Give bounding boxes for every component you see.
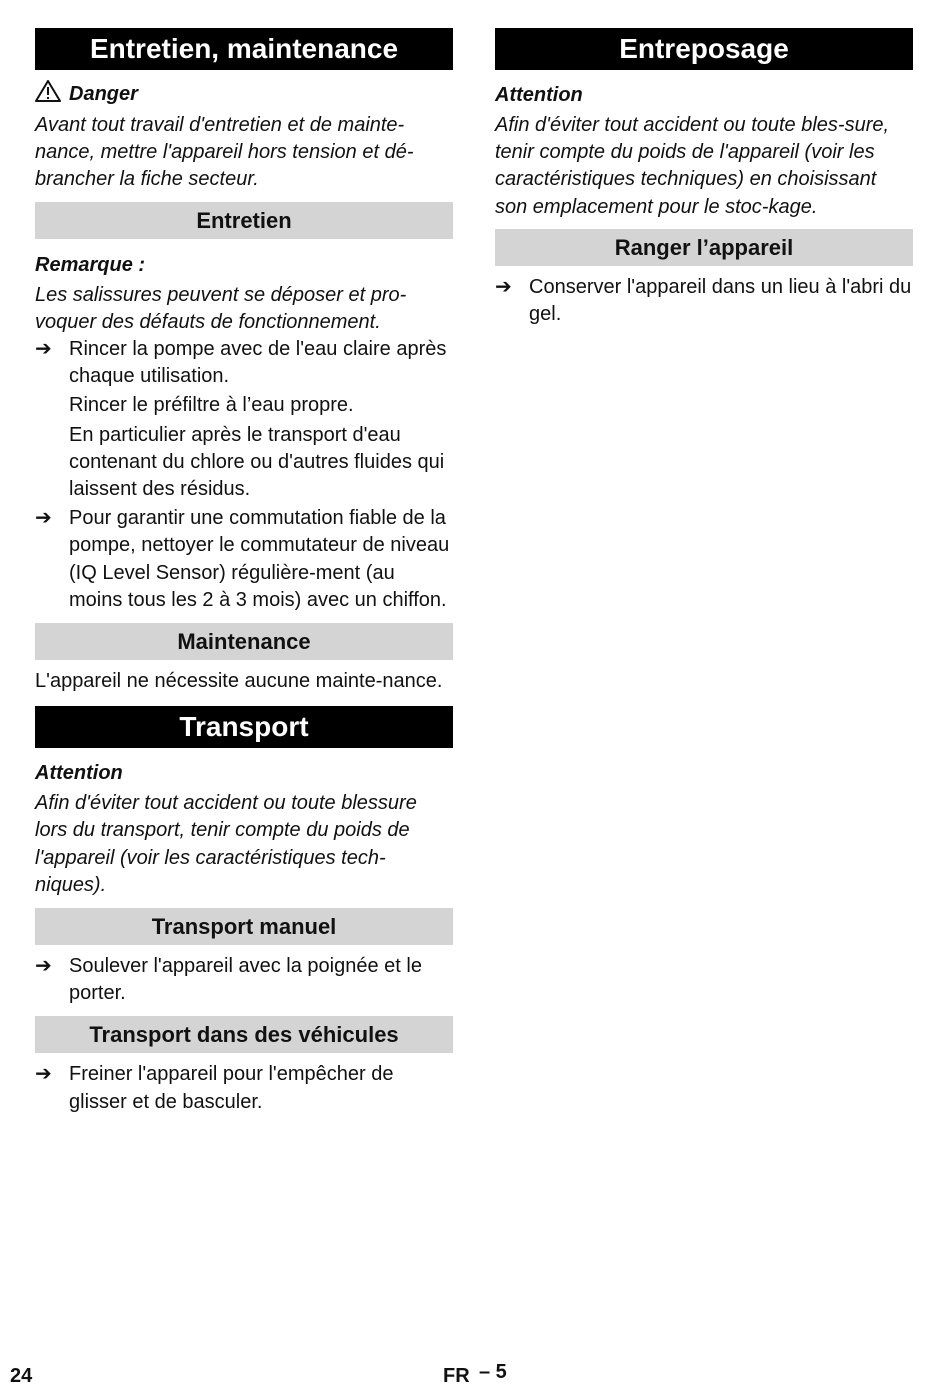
- remark-text: Les salissures peuvent se déposer et pro-voquer des défauts de fonctionnement.: [35, 283, 407, 333]
- step-store-frost-free: Conserver l'appareil dans un lieu à l'abri du gel.: [529, 275, 912, 326]
- heading-entretien: Entretien: [35, 202, 453, 239]
- heading-transport-vehicle: Transport dans des véhicules: [35, 1016, 453, 1053]
- language-code: FR: [443, 1365, 470, 1387]
- step-rinse-pump: Rincer la pompe avec de l'eau claire après chaque utilisation.: [69, 338, 447, 388]
- step-chlorine-note: En particulier après le transport d'eau contenant du chlore ou d'autres fluides qui laissent des résidus.: [69, 423, 445, 501]
- arrow-icon: ➔: [35, 507, 52, 530]
- danger-label-row: [35, 80, 453, 108]
- warning-triangle-icon: [35, 80, 61, 102]
- arrow-icon: ➔: [35, 955, 52, 978]
- storage-attention-label: Attention: [495, 84, 583, 106]
- arrow-icon: ➔: [495, 275, 512, 298]
- heading-maintenance-sub: Maintenance: [35, 623, 453, 660]
- step-rinse-prefilter: Rincer le préfiltre à l’eau propre.: [69, 394, 354, 417]
- left-column: [35, 28, 453, 1116]
- transport-attention-label: Attention: [35, 762, 123, 785]
- danger-label: Danger: [69, 83, 138, 105]
- maintenance-text: L'appareil ne nécessite aucune mainte-nance.: [35, 670, 443, 693]
- remark-label: Remarque :: [35, 253, 146, 276]
- list-item: [35, 953, 453, 1007]
- page-number: 24: [10, 1365, 33, 1387]
- heading-maintenance: Entretien, maintenance: [35, 28, 453, 70]
- section-page-number: – 5: [479, 1361, 507, 1383]
- list-item: [35, 336, 453, 390]
- heading-transport: Transport: [35, 706, 453, 748]
- heading-storage: Entreposage: [495, 28, 913, 70]
- arrow-icon: ➔: [35, 338, 52, 361]
- step-clean-sensor: Pour garantir une commutation fiable de la pompe, nettoyer le commutateur de niveau (IQ Level Sensor) régulière-ment (au moins tous les 2 à 3 mois) avec un chiffon.: [69, 507, 450, 611]
- arrow-icon: ➔: [35, 1063, 52, 1086]
- storage-attention-text: Afin d'éviter tout accident ou toute bles-sure, tenir compte du poids de l'appareil (voir les caractéristiques techniques) en choisissant son emplacement pour le stoc-kage.: [495, 114, 890, 218]
- right-column: [495, 28, 913, 328]
- list-item: [35, 505, 453, 614]
- step-lift-device: Soulever l'appareil avec la poignée et le porter.: [69, 955, 422, 1005]
- heading-transport-manual: Transport manuel: [35, 908, 453, 945]
- list-item: [35, 1061, 453, 1115]
- transport-attention-text: Afin d'éviter tout accident ou toute blessure lors du transport, tenir compte du poids de l'appareil (voir les caractéristiques tech-niques).: [35, 792, 417, 896]
- danger-text: Avant tout travail d'entretien et de mainte-nance, mettre l'appareil hors tension et dé-brancher la fiche secteur.: [35, 114, 414, 191]
- heading-store-device: Ranger l’appareil: [495, 229, 913, 266]
- list-item: [495, 274, 913, 328]
- step-secure-device: Freiner l'appareil pour l'empêcher de glisser et de basculer.: [69, 1063, 394, 1113]
